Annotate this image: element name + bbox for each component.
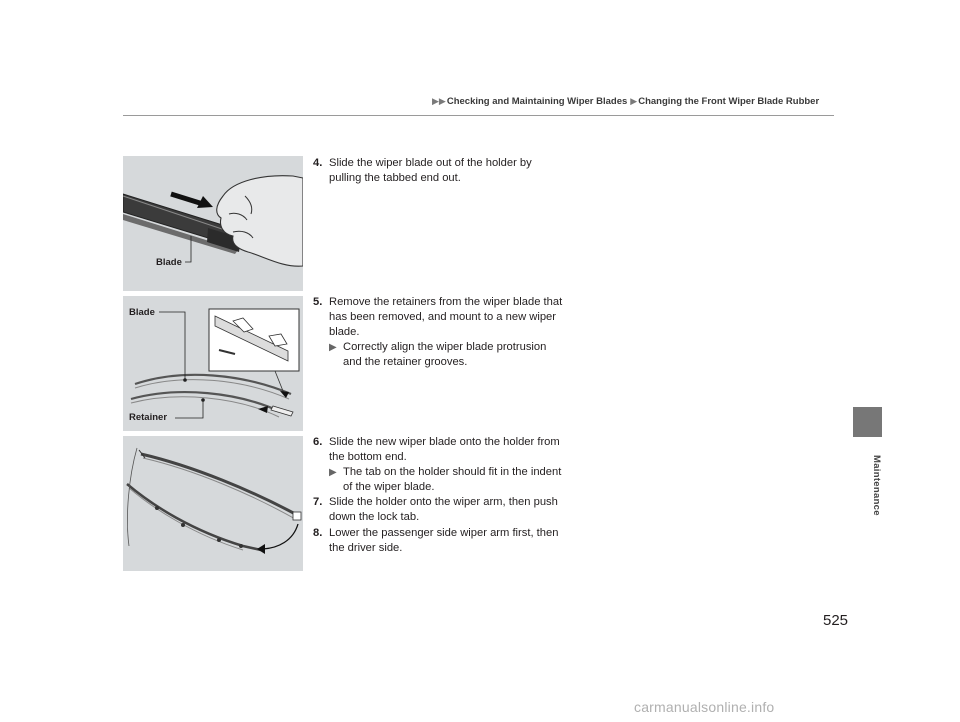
page-number: 525	[823, 612, 849, 629]
section-tab-marker	[853, 407, 882, 437]
step-text: Slide the wiper blade out of the holder by pulling the tabbed end out.	[329, 157, 532, 184]
triangle-icon: ▶	[630, 95, 638, 106]
step-5	[313, 295, 563, 370]
figure-remove-blade	[123, 156, 303, 291]
section-tab-label[interactable]: Maintenance	[871, 454, 882, 516]
blade-label: Blade	[129, 307, 155, 318]
breadcrumb-item[interactable]: Changing the Front Wiper Blade Rubber	[638, 95, 820, 107]
step-number: 8.	[313, 527, 323, 539]
retainer-label: Retainer	[129, 412, 168, 423]
figure-new-blade	[123, 436, 303, 571]
figure-retainers	[123, 296, 303, 431]
step-number: 7.	[313, 496, 323, 508]
sub-note-text: Correctly align the wiper blade protrusion and the retainer grooves.	[343, 341, 547, 368]
header-rule	[123, 115, 834, 116]
breadcrumb	[432, 94, 822, 108]
step-text: Slide the holder onto the wiper arm, then push down the lock tab.	[329, 496, 558, 523]
step-6	[313, 435, 563, 495]
step-number: 5.	[313, 296, 323, 308]
step-7	[313, 495, 563, 525]
sub-note	[315, 340, 563, 370]
step-text: Lower the passenger side wiper arm first, then the driver side.	[329, 527, 559, 554]
remove-blade-illustration	[123, 156, 303, 291]
step-8	[313, 526, 563, 556]
new-blade-illustration	[123, 436, 303, 571]
step-number: 4.	[313, 157, 323, 169]
arrow-icon: ▶	[329, 342, 337, 353]
sub-note	[315, 465, 563, 495]
step-text: Remove the retainers from the wiper blade that has been removed, and mount to a new wiper blade.	[329, 296, 563, 338]
watermark: carmanualsonline.info	[634, 699, 775, 715]
sub-note-text: The tab on the holder should fit in the indent of the wiper blade.	[343, 466, 562, 493]
breadcrumb-item[interactable]: Checking and Maintaining Wiper Blades	[446, 95, 628, 107]
step-text: Slide the new wiper blade onto the holder from the bottom end.	[329, 436, 560, 463]
double-triangle-icon: ▶▶	[432, 95, 446, 106]
blade-label: Blade	[156, 257, 182, 268]
step-number: 6.	[313, 436, 323, 448]
arrow-icon: ▶	[329, 467, 337, 478]
step-4	[313, 156, 563, 186]
